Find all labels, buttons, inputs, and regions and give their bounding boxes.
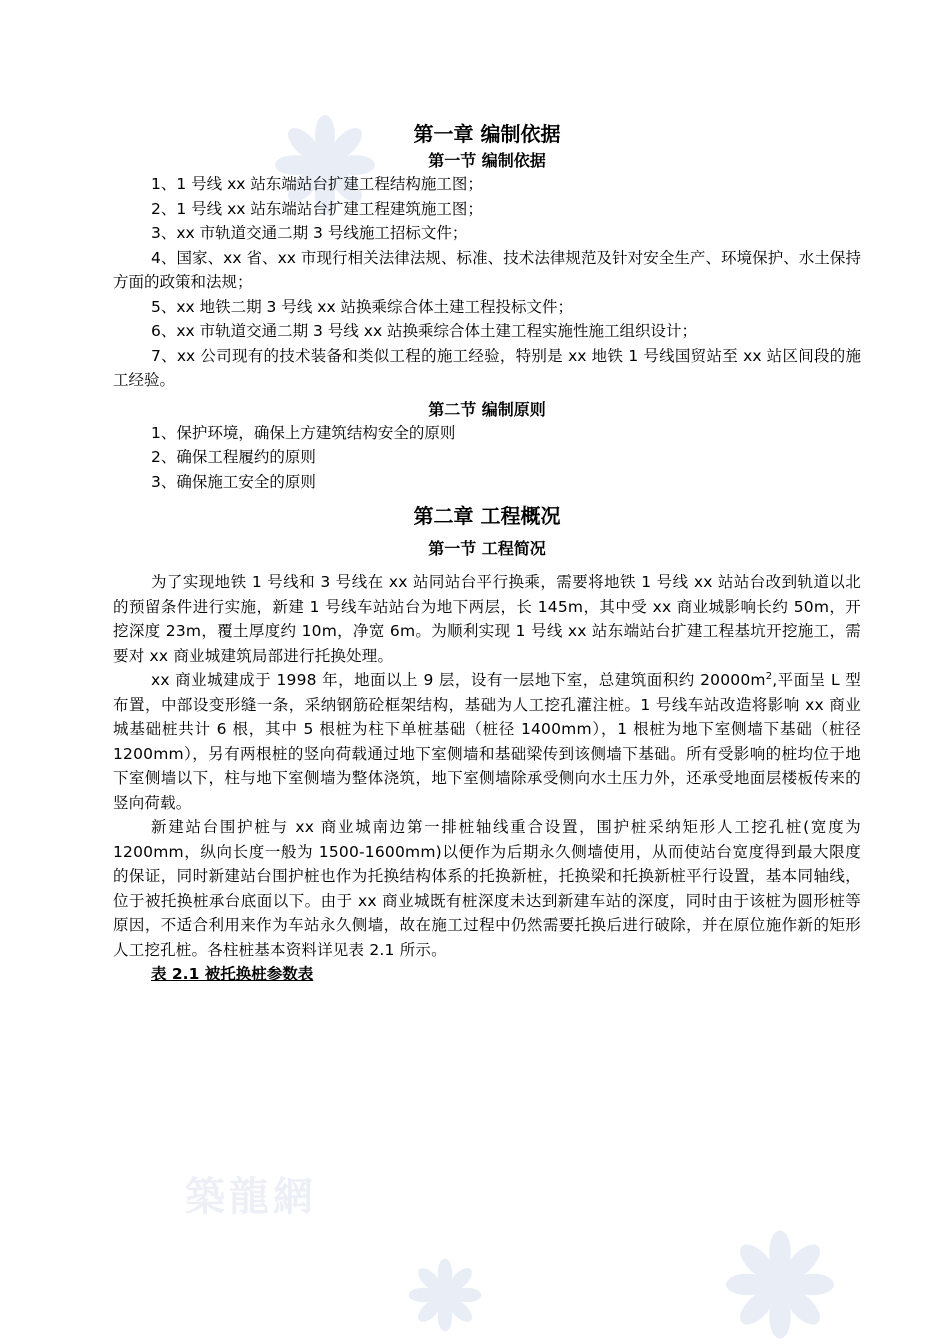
basis-item-7: 7、xx 公司现有的技术装备和类似工程的施工经验，特别是 xx 地铁 1 号线国贸站至 xx 站区间段的施工经验。 <box>113 346 861 389</box>
table-caption: 表 2.1 被托换桩参数表 <box>151 965 314 983</box>
area-unit-superscript: 2 <box>765 670 773 682</box>
watermark-flower-icon <box>405 1255 485 1335</box>
principle-item-3: 3、确保施工安全的原则 <box>151 472 316 491</box>
document-page <box>113 118 861 986</box>
watermark-text: 築龍網 <box>185 1173 317 1220</box>
basis-item-6: 6、xx 市轨道交通二期 3 号线 xx 站换乘综合体土建工程实施性施工组织设计； <box>151 322 698 340</box>
overview-paragraph-1: 为了实现地铁 1 号线和 3 号线在 xx 站同站台平行换乘，需要将地铁 1 号线 xx 站站台改到轨道以北的预留条件进行实施，新建 1 号线车站站台为地下两层，长 145m，其中受 xx 商业城影响长约 50m，开挖深度 23m，覆土厚度约 10m，净宽 6m。为顺利实现 1 号线 xx 站东端站台扩建工程基坑开挖施工，需要对 xx 商业城建筑局部进行托换处理。 <box>113 573 861 665</box>
overview-paragraph-2-part-a: xx 商业城建成于 1998 年，地面以上 9 层，设有一层地下室，总建筑面积约 20000m <box>151 671 766 689</box>
overview-paragraph-3: 新建站台围护桩与 xx 商业城南边第一排桩轴线重合设置，围护桩采纳矩形人工挖孔桩(宽度为 1200mm，纵向长度一般为 1500-1600mm)以便作为后期永久侧墙使用，从而使站台宽度得到最大限度的保证，同时新建站台围护桩也作为托换结构体系的托换新桩，托换梁和托换新桩平行设置，基本同轴线，位于被托换桩承台底面以下。由于 xx 商业城既有桩深度未达到新建车站的深度，同时由于该桩为圆形桩等原因，不适合利用来作为车站永久侧墙，故在施工过程中仍然需要托换后进行破除，并在原位施作新的矩形人工挖孔桩。各柱桩基本资料详见表 2.1 所示。 <box>113 818 861 959</box>
overview-paragraph-2-part-b: ,平面呈 L 型布置，中部设变形缝一条，采纳钢筋砼框架结构，基础为人工挖孔灌注桩。1 号线车站改造将影响 xx 商业城基础桩共计 6 根，其中 5 根桩为柱下单桩基础（桩径 1400mm），1 根桩为地下室侧墙下基础（桩径 1200mm），另有两根桩的竖向荷载通过地下室侧墙和基础梁传到该侧墙下基础。所有受影响的桩均位于地下室侧墙以下，柱与地下室侧墙为整体浇筑，地下室侧墙除承受侧向水土压力外，还承受地面层楼板传来的竖向荷载。 <box>113 671 861 812</box>
basis-item-4: 4、国家、xx 省、xx 市现行相关法律法规、标准、技术法律规范及针对安全生产、环境保护、水土保持方面的政策和法规； <box>113 248 861 291</box>
chapter1-section1-title: 第一节 编制依据 <box>428 151 546 170</box>
basis-item-5: 5、xx 地铁二期 3 号线 xx 站换乘综合体土建工程投标文件； <box>151 297 574 316</box>
basis-item-1: 1、1 号线 xx 站东端站台扩建工程结构施工图； <box>151 175 483 193</box>
chapter2-title: 第二章 工程概况 <box>413 504 561 528</box>
principle-item-1: 1、保护环境，确保上方建筑结构安全的原则 <box>151 423 456 442</box>
watermark-flower-icon <box>720 1225 840 1344</box>
chapter1-title: 第一章 编制依据 <box>413 122 561 146</box>
chapter2-section1-title: 第一节 工程简况 <box>428 539 546 558</box>
basis-item-2: 2、1 号线 xx 站东端站台扩建工程建筑施工图； <box>151 199 483 218</box>
overview-paragraph-2 <box>113 668 861 815</box>
principle-item-2: 2、确保工程履约的原则 <box>151 448 316 466</box>
basis-item-3: 3、xx 市轨道交通二期 3 号线施工招标文件； <box>151 224 468 242</box>
chapter1-section2-title: 第二节 编制原则 <box>428 399 546 419</box>
